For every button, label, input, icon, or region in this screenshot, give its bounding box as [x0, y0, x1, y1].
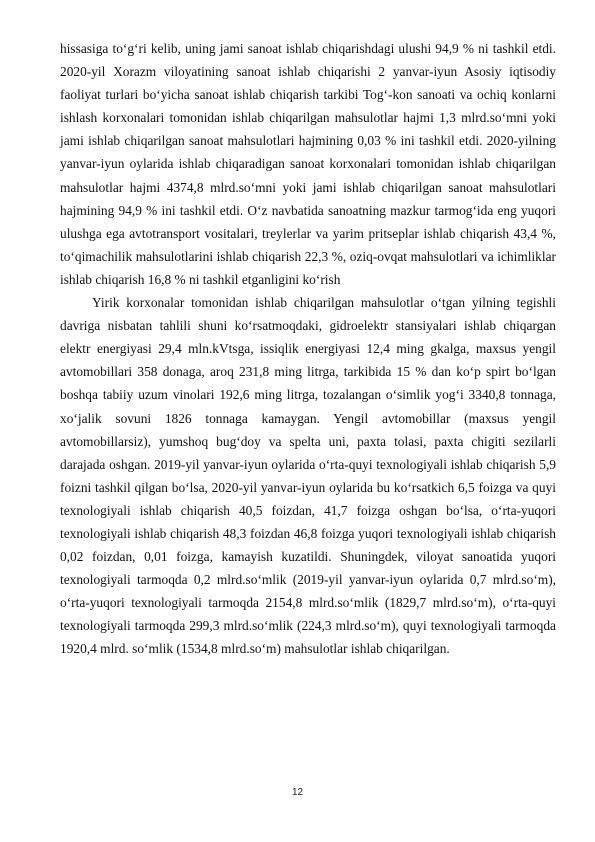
page-number: 12 [291, 787, 304, 798]
paragraph-large-enterprises: Yirik korxonalar tomonidan ishlab chiqarilgan mahsulotlar o‘tgan yilning tegishli davriga nisbatan tahlili shuni ko‘rsatmoqdaki, gidroelektr stansiyalari ishlab chiqargan elektr energiyasi 29,4 mln.kVtsga, issiqlik energiyasi 12,4 ming gkalga, maxsus yengil avtomobillari 358 donaga, aroq 231,8 ming litrga, tarkibida 15 % dan ko‘p spirt bo‘lgan boshqa tabiiy uzum vinolari 192,6 ming litrga, tozalangan o‘simlik yog‘i 3340,8 tonnaga, xo‘jalik sovuni 1826 tonnaga kamaygan. Yengil avtomobillar (maxsus yengil avtomobillarsiz), yumshoq bug‘doy va spelta uni, paxta tolasi, paxta chigiti sezilarli darajada oshgan. 2019-yil yanvar-iyun oylarida o‘rta-quyi texnologiyali ishlab chiqarish 5,9 foizni tashkil qilgan bo‘lsa, 2020-yil yanvar-iyun oylarida bu ko‘rsatkich 6,5 foizga va quyi texnologiyali ishlab chiqarish 40,5 foizdan, 41,7 foizga oshgan bo‘lsa, o‘rta-yuqori texnologiyali ishlab chiqarish 48,3 foizdan 46,8 foizga yuqori texnologiyali ishlab chiqarish 0,02 foizdan, 0,01 foizga, kamayish kuzatildi. Shuningdek, viloyat sanoatida yuqori texnologiyali tarmoqda 0,2 mlrd.so‘mlik (2019-yil yanvar-iyun oylarida 0,7 mlrd.so‘m), o‘rta-yuqori texnologiyali tarmoqda 2154,8 mlrd.so‘mlik (1829,7 mlrd.so‘m), o‘rta-quyi texnologiyali tarmoqda 299,3 mlrd.so‘mlik (224,3 mlrd.so‘m), quyi texnologiyali tarmoqda 1920,4 mlrd. so‘mlik (1534,8 mlrd.so‘m) mahsulotlar ishlab chiqarilgan. [60, 295, 556, 657]
body-text [60, 37, 556, 661]
paragraph-continuation: hissasiga to‘g‘ri kelib, uning jami sanoat ishlab chiqarishdagi ulushi 94,9 % ni tashkil etdi. 2020-yil Xorazm viloyatining sanoat ishlab chiqarishi 2 yanvar-iyun Asosiy iqtisodiy faoliyat turlari bo‘yicha sanoat ishlab chiqarish tarkibi Tog‘-kon sanoati va ochiq konlarni ishlash korxonalari tomonidan ishlab chiqarilgan mahsulotlar hajmi 1,3 mlrd.so‘mni yoki jami ishlab chiqarilgan sanoat mahsulotlari hajmining 0,03 % ini tashkil etdi. 2020-yilning yanvar-iyun oylarida ishlab chiqaradigan sanoat korxonalari tomonidan ishlab chiqarilgan mahsulotlar hajmi 4374,8 mlrd.so‘mni yoki jami ishlab chiqarilgan sanoat mahsulotlari hajmining 94,9 % ini tashkil etdi. O‘z navbatida sanoatning mazkur tarmog‘ida eng yuqori ulushga ega avtotransport vositalari, treylerlar va yarim pritseplar ishlab chiqarish 43,4 %, to‘qimachilik mahsulotlarini ishlab chiqarish 22,3 %, oziq-ovqat mahsulotlari va ichimliklar ishlab chiqarish 16,8 % ni tashkil etganligini ko‘rish [60, 41, 556, 287]
